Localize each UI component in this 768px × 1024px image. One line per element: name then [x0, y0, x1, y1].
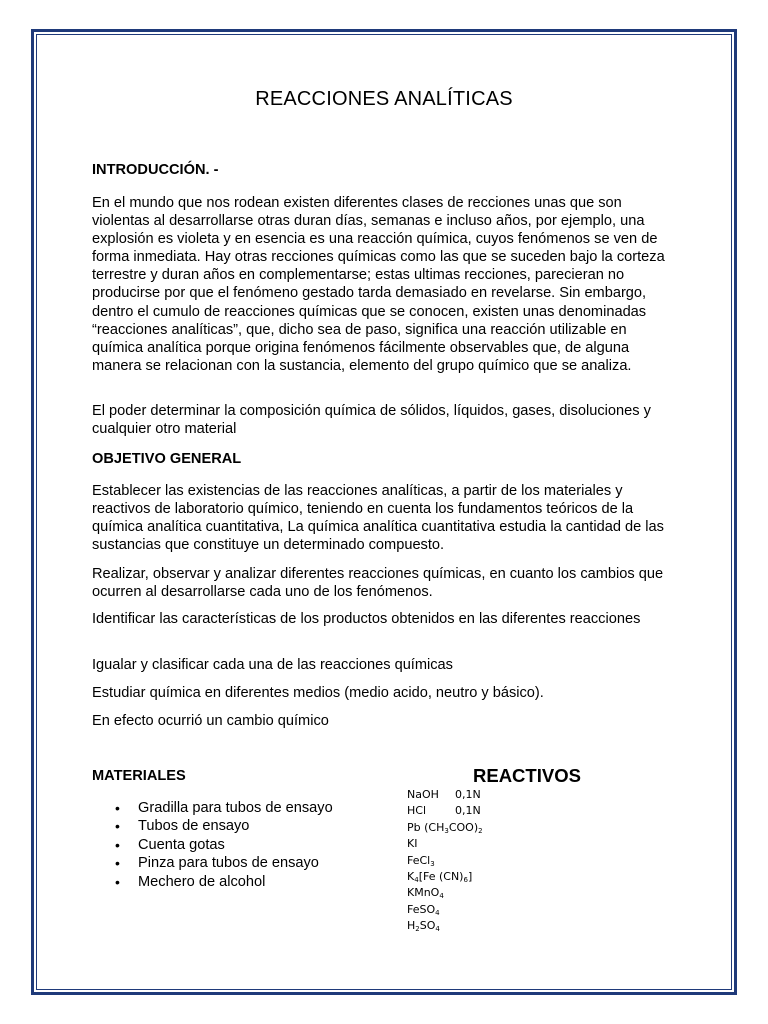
- reactivos-heading: REACTIVOS: [473, 765, 581, 786]
- formula-part: KMnO: [407, 886, 440, 900]
- formula-part: FeCl: [407, 853, 431, 867]
- formula-subscript: 2: [415, 925, 420, 934]
- reactivo-item: [407, 885, 483, 901]
- formula-part: ]: [467, 870, 473, 884]
- reactivo-item: [407, 787, 483, 803]
- reactivos-list: [407, 787, 483, 935]
- formula-part: K: [407, 870, 415, 884]
- list-item: • Pinza para tubos de ensayo: [115, 854, 333, 872]
- reactivo-item: [407, 820, 483, 836]
- introduccion-paragraph: En el mundo que nos rodean existen diferentes clases de recciones unas que son violentas al desarrollarse otras duran días, semanas e incluso años, por ejemplo, una explosión es violeta y en esencia es una reacción química, cuyos fenómenos se ven de forma inmediata. Hay otras recciones químicas como las que se suceden bajo la corteza terrestre y duran años en complementarse; estas ultimas recciones, parecieran no producirse por que el fenómeno gestado tarda demasiado en revelarse. Sin embargo, dentro el cumulo de reacciones químicas que se conocen, existen unas denominadas “reacciones analíticas”, que, dicho sea de paso, significa una reacción utilizable en química analítica porque origina fenómenos fácilmente observables que, de alguna manera se relacionan con la sustancia, elemento del grupo químico que se analiza.: [92, 195, 665, 374]
- formula-subscript: 2: [478, 826, 483, 835]
- objetivo-heading: OBJETIVO GENERAL: [92, 451, 242, 467]
- list-item: • Cuenta gotas: [115, 836, 333, 854]
- formula-subscript: 4: [439, 892, 444, 901]
- list-item: • Gradilla para tubos de ensayo: [115, 799, 333, 817]
- formula-subscript: 3: [430, 859, 435, 868]
- reactivo-item: [407, 836, 483, 852]
- formula-subscript: 4: [414, 876, 419, 885]
- materiales-heading: MATERIALES: [92, 768, 186, 784]
- formula-subscript: 4: [435, 908, 440, 917]
- reactivo-concentration: 0,1N: [455, 804, 481, 818]
- materiales-list: [115, 799, 333, 891]
- formula-part: FeSO: [407, 902, 436, 916]
- objetivo-paragraph: Igualar y clasificar cada una de las reacciones químicas: [92, 657, 453, 673]
- objetivo-paragraph: Establecer las existencias de las reacciones analíticas, a partir de los materiales y reactivos de laboratorio químico, teniendo en cuenta los fundamentos teóricos de la química analítica cuantitativa, La química analítica cuantitativa estudia la cantidad de las sustancias que constituye un determinado compuesto.: [92, 483, 664, 554]
- reactivo-name: HCl: [407, 804, 427, 818]
- formula-part: H: [407, 919, 416, 933]
- reactivo-name: NaOH: [407, 788, 439, 801]
- introduccion-paragraph: El poder determinar la composición química de sólidos, líquidos, gases, disoluciones y cualquier otro material: [92, 403, 651, 438]
- list-item: • Mechero de alcohol: [115, 873, 333, 891]
- formula-subscript: 6: [463, 876, 468, 885]
- formula-part: KI: [407, 837, 418, 851]
- formula-part: [Fe (CN): [418, 870, 464, 884]
- list-item: • Tubos de ensayo: [115, 817, 333, 835]
- formula-subscript: 4: [435, 925, 440, 934]
- reactivo-item: [407, 803, 483, 819]
- objetivo-paragraph: En efecto ocurrió un cambio químico: [92, 713, 329, 729]
- objetivo-paragraph: Estudiar química en diferentes medios (medio acido, neutro y básico).: [92, 685, 544, 701]
- formula-part: Pb (CH: [407, 820, 445, 834]
- reactivo-item: [407, 869, 483, 885]
- reactivo-item: [407, 853, 483, 869]
- objetivo-paragraph: Realizar, observar y analizar diferentes reacciones químicas, en cuanto los cambios que ocurren al desarrollarse cada uno de los fenómenos.: [92, 566, 664, 601]
- formula-part: COO): [448, 820, 479, 834]
- reactivo-item: [407, 902, 483, 918]
- reactivo-item: [407, 918, 483, 934]
- reactivo-concentration: 0,1N: [455, 788, 481, 801]
- formula-subscript: 3: [444, 826, 449, 835]
- document-title: REACCIONES ANALÍTICAS: [255, 88, 513, 110]
- introduccion-heading: INTRODUCCIÓN. -: [92, 162, 219, 178]
- formula-part: SO: [419, 919, 436, 933]
- objetivo-paragraph: Identificar las características de los productos obtenidos en las diferentes reacciones: [92, 611, 641, 627]
